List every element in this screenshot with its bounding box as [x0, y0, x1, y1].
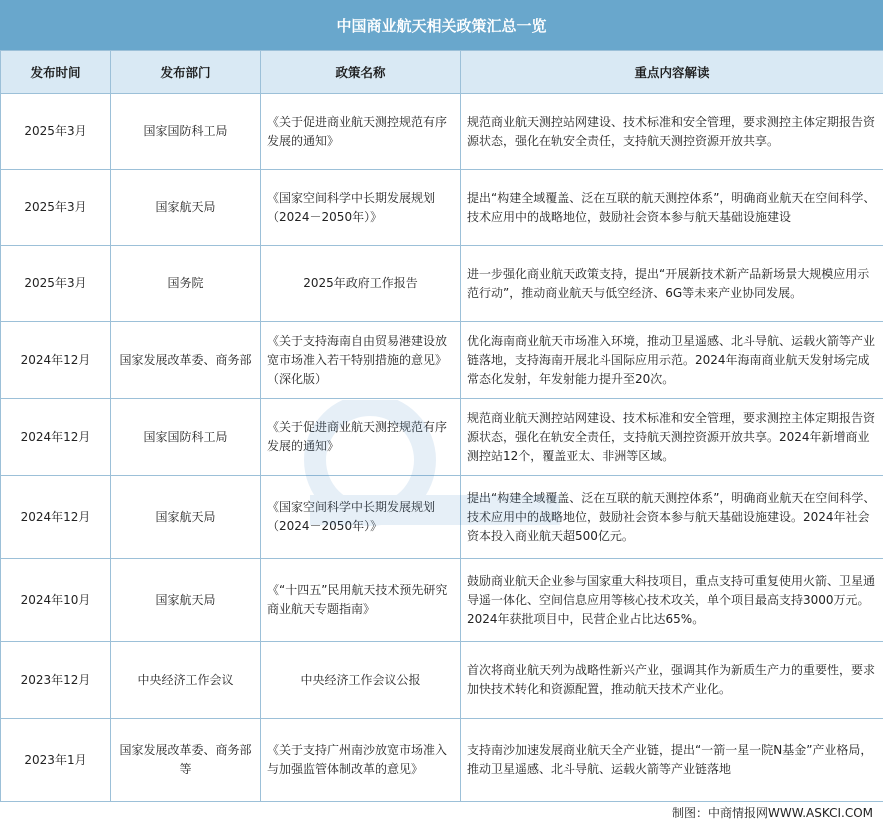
table-row [1, 642, 883, 719]
cell-content: 规范商业航天测控站网建设、技术标准和安全管理，要求测控主体定期报告资源状态，强化在轨安全责任，支持航天测控资源开放共享。2024年新增商业测控站12个，覆盖亚太、非洲等区域。 [461, 399, 883, 476]
cell-policy-name: 中央经济工作会议公报 [261, 642, 461, 719]
table-row [1, 246, 883, 322]
header-row [1, 51, 883, 94]
table-row [1, 94, 883, 170]
cell-dept: 中央经济工作会议 [111, 642, 261, 719]
table-row [1, 399, 883, 476]
cell-date: 2024年10月 [1, 559, 111, 642]
table-row [1, 170, 883, 246]
header-date: 发布时间 [1, 51, 111, 94]
cell-content: 鼓励商业航天企业参与国家重大科技项目，重点支持可重复使用火箭、卫星通导遥一体化、空间信息应用等核心技术攻关，单个项目最高支持3000万元。2024年获批项目中，民营企业占比达65%。 [461, 559, 883, 642]
cell-policy-name: 《国家空间科学中长期发展规划（2024－2050年）》 [261, 170, 461, 246]
cell-date: 2025年3月 [1, 246, 111, 322]
cell-content: 进一步强化商业航天政策支持，提出“开展新技术新产品新场景大规模应用示范行动”，推动商业航天与低空经济、6G等未来产业协同发展。 [461, 246, 883, 322]
cell-content: 支持南沙加速发展商业航天全产业链，提出“一箭一星一院N基金”产业格局，推动卫星遥感、北斗导航、运载火箭等产业链落地 [461, 719, 883, 802]
header-name: 政策名称 [261, 51, 461, 94]
cell-dept: 国家发展改革委、商务部等 [111, 719, 261, 802]
cell-policy-name: 《关于支持海南自由贸易港建设放宽市场准入若干特别措施的意见》（深化版） [261, 322, 461, 399]
cell-content: 规范商业航天测控站网建设、技术标准和安全管理，要求测控主体定期报告资源状态，强化在轨安全责任，支持航天测控资源开放共享。 [461, 94, 883, 170]
cell-policy-name: 《关于促进商业航天测控规范有序发展的通知》 [261, 94, 461, 170]
cell-date: 2024年12月 [1, 322, 111, 399]
cell-dept: 国家航天局 [111, 559, 261, 642]
cell-content: 首次将商业航天列为战略性新兴产业，强调其作为新质生产力的重要性，要求加快技术转化和资源配置，推动航天技术产业化。 [461, 642, 883, 719]
cell-dept: 国家国防科工局 [111, 399, 261, 476]
table-title: 中国商业航天相关政策汇总一览 [0, 0, 883, 50]
header-content: 重点内容解读 [461, 51, 883, 94]
cell-policy-name: 2025年政府工作报告 [261, 246, 461, 322]
cell-dept: 国家航天局 [111, 476, 261, 559]
cell-date: 2023年1月 [1, 719, 111, 802]
cell-policy-name: 《“十四五”民用航天技术预先研究商业航天专题指南》 [261, 559, 461, 642]
cell-content: 优化海南商业航天市场准入环境，推动卫星遥感、北斗导航、运载火箭等产业链落地，支持海南开展北斗国际应用示范。2024年海南商业航天发射场完成常态化发射，年发射能力提升至20次。 [461, 322, 883, 399]
table-row [1, 322, 883, 399]
policy-table [0, 50, 883, 802]
cell-dept: 国务院 [111, 246, 261, 322]
source-footer: 制图：中商情报网WWW.ASKCI.COM [672, 805, 873, 820]
cell-date: 2023年12月 [1, 642, 111, 719]
cell-date: 2024年12月 [1, 476, 111, 559]
table-row [1, 559, 883, 642]
cell-date: 2025年3月 [1, 94, 111, 170]
cell-content: 提出“构建全域覆盖、泛在互联的航天测控体系”，明确商业航天在空间科学、技术应用中的战略地位，鼓励社会资本参与航天基础设施建设 [461, 170, 883, 246]
cell-date: 2025年3月 [1, 170, 111, 246]
cell-date: 2024年12月 [1, 399, 111, 476]
header-dept: 发布部门 [111, 51, 261, 94]
cell-content: 提出“构建全域覆盖、泛在互联的航天测控体系”，明确商业航天在空间科学、技术应用中的战略地位，鼓励社会资本参与航天基础设施建设。2024年社会资本投入商业航天超500亿元。 [461, 476, 883, 559]
cell-policy-name: 《国家空间科学中长期发展规划（2024－2050年）》 [261, 476, 461, 559]
cell-policy-name: 《关于促进商业航天测控规范有序发展的通知》 [261, 399, 461, 476]
table-row [1, 476, 883, 559]
cell-policy-name: 《关于支持广州南沙放宽市场准入与加强监管体制改革的意见》 [261, 719, 461, 802]
table-row [1, 719, 883, 802]
cell-dept: 国家国防科工局 [111, 94, 261, 170]
cell-dept: 国家发展改革委、商务部 [111, 322, 261, 399]
cell-dept: 国家航天局 [111, 170, 261, 246]
